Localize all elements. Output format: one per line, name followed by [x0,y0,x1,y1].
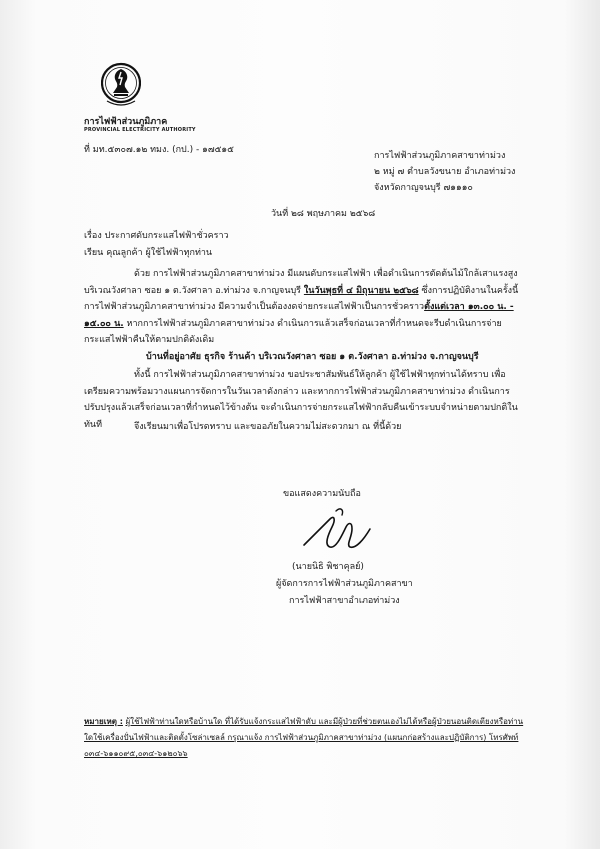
body-p1-part-b: ซึ่งการปฏิบัติงานในครั้งนี้ การไฟฟ้าส่วนภูมิภาคสาขาท่าม่วง มีความจำเป็นต้องงดจ่ายกระแสไฟฟ้าเป็นการชั่วคราว [84,285,519,312]
letter-subject: เรื่อง ประกาศดับกระแสไฟฟ้าชั่วคราว [84,231,229,241]
body-p1-part-a: ด้วย การไฟฟ้าส่วนภูมิภาคสาขาท่าม่วง มีแผนดับกระแสไฟฟ้า เพื่อดำเนินการตัดต้นไม้ใกล้เสาแรงสูง บริเวณวังศาลา ซอย ๑ ต.วังศาลา อ.ท่าม่วง จ.กาญจนบุรี [84,269,518,296]
sender-office: การไฟฟ้าส่วนภูมิภาคสาขาท่าม่วง [374,151,506,161]
footnote-label: หมายเหตุ : [84,717,123,726]
closing-phrase: ขอแสดงความนับถือ [283,489,361,499]
footnote [84,714,524,762]
affected-area: บ้านที่อยู่อาศัย ธุรกิจ ร้านค้า บริเวณวังศาลา ซอย ๑ ต.วังศาลา อ.ท่าม่วง จ.กาญจนบุรี [146,352,479,362]
signatory-title-line-1: ผู้จัดการการไฟฟ้าส่วนภูมิภาคสาขา [276,579,413,589]
body-p2-text: ทั้งนี้ การไฟฟ้าส่วนภูมิภาคสาขาท่าม่วง ขอประชาสัมพันธ์ให้ลูกค้า ผู้ใช้ไฟฟ้าทุกท่านได้ทราบ เพื่อเตรียมความพร้อมวางแผนการจัดการในวันเวลาดังกล่าว และหากการไฟฟ้าส่วนภูมิภาคสาขาท่าม่วง ดำเนินการปรับปรุงแล้วเสร็จก่อนเวลาที่กำหนดไว้ข้างต้น จะดำเนินการจ่ายกระแสไฟฟ้ากลับคืนเข้าระบบจำหน่ายตามปกติในทันที [84,370,518,430]
org-name-th: การไฟฟ้าส่วนภูมิภาค [84,117,168,127]
reference-number: ที่ มท.๕๓๐๗.๑๒ ทมง. (กป.) - ๑๗๕๑๕ [84,145,234,155]
body-paragraph-3: จึงเรียนมาเพื่อโปรดทราบ และขออภัยในความไม่สะดวกมา ณ ที่นี้ด้วย [134,422,402,432]
letter-recipient: เรียน คุณลูกค้า ผู้ใช้ไฟฟ้าทุกท่าน [84,248,213,258]
body-p1-part-c: หากการไฟฟ้าส่วนภูมิภาคสาขาท่าม่วง ดำเนินการแล้วเสร็จก่อนเวลาที่กำหนดจะรีบดำเนินการจ่ายกระแสไฟฟ้าคืนให้ตามปกติดังเดิม [84,318,502,345]
handwritten-signature [300,505,380,555]
pea-emblem-icon [101,61,141,109]
letter-date: วันที่ ๒๘ พฤษภาคม ๒๕๖๘ [271,209,376,219]
footnote-text: ผู้ใช้ไฟฟ้าท่านใดหรือบ้านใด ที่ได้รับแจ้งกระแสไฟฟ้าดับ และมีผู้ป่วยที่ช่วยตนเองไม่ได้หรือผู้ป่วยนอนติดเตียงหรือท่านใดใช้เครื่องปั่นไฟฟ้าและติดตั้งโซล่าเซลล์ กรุณาแจ้ง การไฟฟ้าส่วนภูมิภาคสาขาท่าม่วง (แผนกก่อสร้างและปฏิบัติการ) โทรศัพท์ ๐๓๔-๖๑๑๐๙๕,๐๓๔-๖๑๒๐๖๖ [84,717,524,758]
org-name-en: PROVINCIAL ELECTRICITY AUTHORITY [84,127,196,133]
outage-time: ตั้งแต่เวลา ๑๓.๐๐ น. - ๑๕.๐๐ น. [84,302,514,329]
signatory-name: (นายนิธิ พิชาคุลย์) [292,562,364,572]
sender-address: ๒ หมู่ ๗ ตำบลวังขนาย อำเภอท่าม่วง [374,167,516,177]
body-paragraph-1 [84,266,524,349]
outage-date: ในวันพุธที่ ๔ มิถุนายน ๒๕๖๘ [303,285,419,296]
sender-province: จังหวัดกาญจนบุรี ๗๑๑๑๐ [374,183,473,193]
signatory-title-line-2: การไฟฟ้าสาขาอำเภอท่าม่วง [289,596,400,606]
